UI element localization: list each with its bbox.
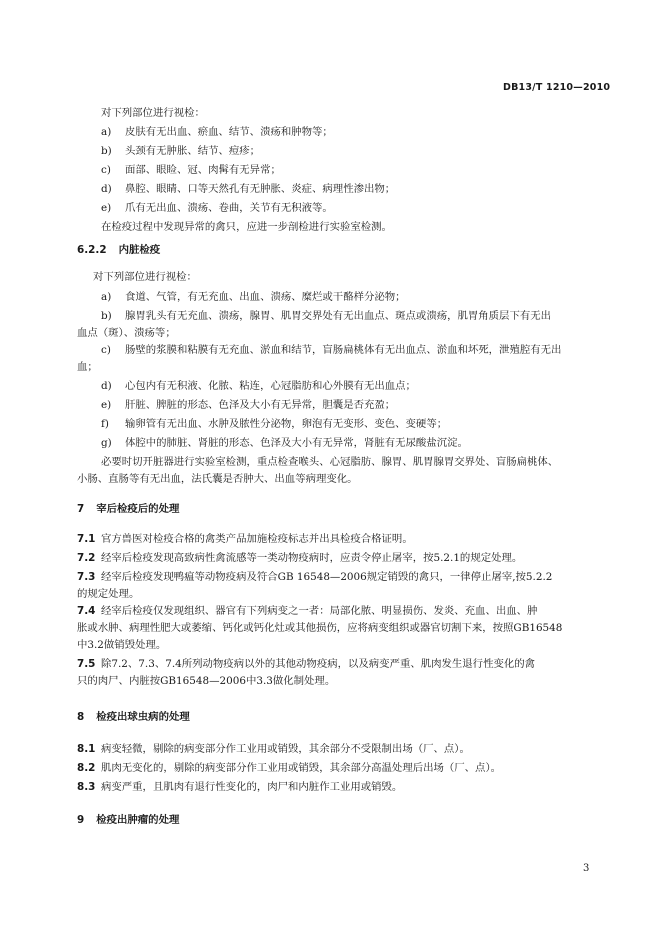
list-text: 头颈有无肿胀、结节、痘疹； [125,145,261,157]
list-label: e) [101,399,112,411]
section-number: 7 [77,503,85,515]
clause-8-1 [77,742,470,756]
list-item [101,290,406,304]
clause-number: 7.5 [77,658,96,670]
clause-number: 7.1 [77,533,96,545]
clause-number: 8.1 [77,743,96,755]
list-label: b) [101,310,112,322]
list-label: a) [101,126,112,138]
clause-8-2 [77,761,501,775]
section-title: 检疫出球虫病的处理 [96,711,190,723]
section-heading-8 [77,710,190,724]
clause-text-continued: 中3.2做销毁处理。 [77,639,167,651]
section-heading-6-2-2 [77,243,160,257]
list-item [101,379,416,393]
list-item [101,436,468,450]
list-label: c) [101,344,111,356]
clause-text: 除7.2、7.3、7.4所列动物疫病以外的其他动物疫病，以及病变严重、肌肉发生退行性变化的禽 [101,658,536,670]
clause-text: 经宰后检疫发现高致病性禽流感等一类动物疫病时，应责令停止屠宰，按5.2.1的规定处理。 [101,552,523,564]
list-text: 输卵管有无出血、水肿及脓性分泌物，卵泡有无变形、变色、变硬等； [125,418,448,430]
list-item [101,125,333,139]
clause-text: 肌肉无变化的，剔除的病变部分作工业用或销毁，其余部分高温处理后出场（厂、点）。 [101,762,502,774]
clause-text: 经宰后检疫发现鸭瘟等动物疫病及符合GB 16548—2006规定销毁的禽只，一律停止屠宰,按5.2.2 [101,571,553,583]
list-text: 腺胃乳头有无充血、溃疡，腺胃、肌胃交界处有无出血点、斑点或溃疡，肌胃角质层下有无出 [125,310,552,322]
clause-number: 7.2 [77,552,96,564]
clause-text: 经宰后检疫仅发现组织、器官有下列病变之一者：局部化脓、明显损伤、发炎、充血、出血、肿 [101,605,538,617]
section-heading-7 [77,502,179,516]
list-item [101,417,447,431]
paragraph-closing: 在检疫过程中发现异常的禽只，应进一步剖检进行实验室检测。 [101,221,392,233]
list-text: 面部、眼睑、冠、肉髯有无异常； [125,164,281,176]
section-heading-9 [77,813,179,827]
list-text-continued: 血； [77,361,98,373]
clause-7-4 [77,604,537,618]
list-text: 体腔中的肺脏、肾脏的形态、色泽及大小有无异常，肾脏有无尿酸盐沉淀。 [125,437,468,449]
section-number: 8 [77,711,85,723]
list-label: d) [101,183,112,195]
list-text: 食道、气管，有无充血、出血、溃疡、糜烂或干酪样分泌物； [125,291,406,303]
list-text: 肠壁的浆膜和粘膜有无充血、淤血和结节，盲肠扁桃体有无出血点、淤血和坏死，泄殖腔有无出 [125,344,562,356]
list-label: a) [101,291,112,303]
list-label: g) [101,437,112,449]
paragraph-note: 必要时切开脏器进行实验室检测，重点检查喉头、心冠脂肪、腺胃、肌胃腺胃交界处、盲肠扁桃体、 [101,456,559,468]
clause-7-1 [77,532,413,546]
clause-7-5 [77,657,535,671]
list-text: 心包内有无积液、化脓、粘连，心冠脂肪和心外膜有无出血点； [125,380,416,392]
section-title: 内脏检疫 [118,244,161,256]
list-item [101,309,551,323]
list-label: d) [101,380,112,392]
clause-text: 病变轻微，剔除的病变部分作工业用或销毁，其余部分不受限制出场（厂、点）。 [101,743,470,755]
list-item [101,144,260,158]
clause-text-continued: 胀或水肿、病理性肥大或萎缩、钙化或钙化灶或其他损伤，应将病变组织或器官切割下来，按照GB16548 [77,622,563,634]
clause-text-continued: 只的肉尸、内脏按GB16548—2006中3.3做化制处理。 [77,675,336,687]
clause-number: 7.4 [77,605,96,617]
clause-number: 7.3 [77,571,96,583]
list-label: e) [101,202,112,214]
list-label: b) [101,145,112,157]
clause-number: 8.2 [77,762,96,774]
clause-8-3 [77,780,402,794]
list-item [101,398,395,412]
clause-text: 官方兽医对检疫合格的禽类产品加施检疫标志并出具检疫合格证明。 [101,533,413,545]
clause-7-2 [77,551,522,565]
section-number: 9 [77,814,85,826]
clause-text-continued: 的规定处理。 [77,588,140,600]
clause-number: 8.3 [77,781,96,793]
list-item [101,163,281,177]
section-number: 6.2.2 [77,244,107,256]
list-label: c) [101,164,111,176]
list-text: 皮肤有无出血、瘀血、结节、溃疡和肿物等； [125,126,333,138]
list-text-continued: 血点（斑）、溃疡等； [77,327,176,339]
clause-7-3 [77,570,552,584]
section-title: 检疫出肿瘤的处理 [96,814,180,826]
list-text: 肝脏、脾脏的形态、色泽及大小有无异常，胆囊是否充盈； [125,399,396,411]
list-text: 爪有无出血、溃疡、卷曲，关节有无积液等。 [125,202,333,214]
paragraph-intro: 对下列部位进行视检： [101,107,205,119]
document-code: DB13/T 1210—2010 [503,82,611,93]
paragraph-note-continued: 小肠、直肠等有无出血，法氏囊是否肿大、出血等病理变化。 [77,473,358,485]
list-label: f) [101,418,109,430]
list-text: 鼻腔、眼睛、口等天然孔有无肿胀、炎症、病理性渗出物； [125,183,396,195]
list-item [101,182,395,196]
page-number: 3 [583,863,590,874]
list-item [101,343,561,357]
list-item [101,201,333,215]
clause-text: 病变严重，且肌肉有退行性变化的，肉尸和内脏作工业用或销毁。 [101,781,403,793]
section-title: 宰后检疫后的处理 [96,503,180,515]
paragraph-intro: 对下列部位进行视检： [93,271,197,283]
